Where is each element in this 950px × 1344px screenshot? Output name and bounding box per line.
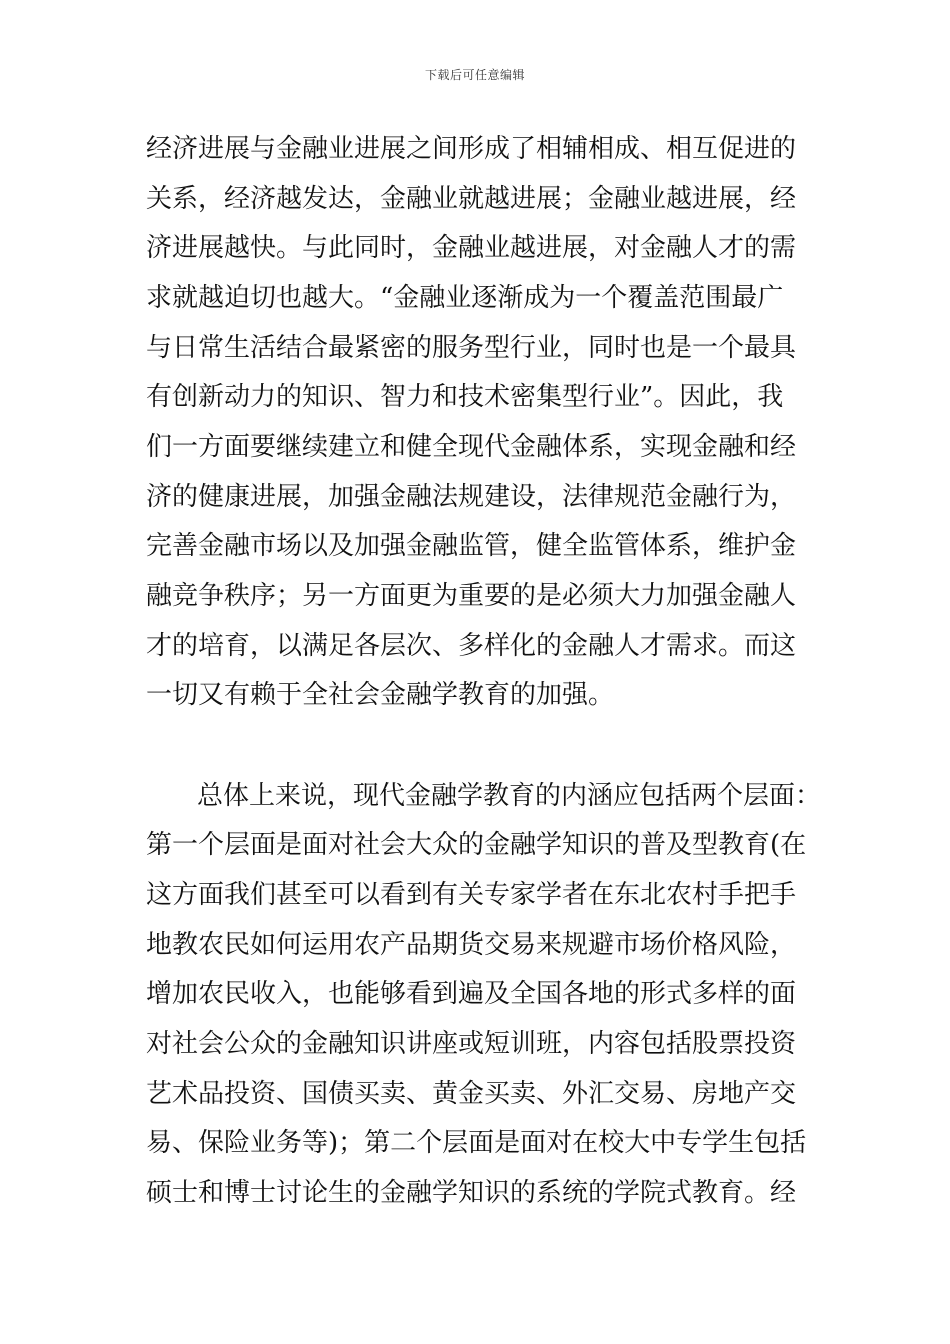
paragraph-1-line-2: 关系，经济越发达，金融业就越进展；金融业越进展，经 (146, 184, 797, 214)
paragraph-1-line-4: 求就越迫切也越大。“金融业逐渐成为一个覆盖范围最广 (146, 283, 784, 313)
paragraph-1-line-3: 济进展越快。与此同时，金融业越进展，对金融人才的需 (146, 233, 797, 263)
paragraph-1-line-12: 一切又有赖于全社会金融学教育的加强。 (146, 680, 615, 710)
paragraph-1-line-5: 与日常生活结合最紧密的服务型行业，同时也是一个最具 (146, 333, 797, 363)
paragraph-2-line-5: 增加农民收入，也能够看到遍及全国各地的形式多样的面 (146, 979, 797, 1009)
paragraph-1-line-7: 们一方面要继续建立和健全现代金融体系，实现金融和经 (146, 432, 797, 462)
paragraph-2-line-4: 地教农民如何运用农产品期货交易来规避市场价格风险， (146, 930, 797, 960)
page-header: 下载后可任意编辑 (424, 68, 525, 82)
paragraph-2-line-6: 对社会公众的金融知识讲座或短训班，内容包括股票投资 (146, 1029, 797, 1059)
paragraph-2-line-9: 硕士和博士讨论生的金融学知识的系统的学院式教育。经 (146, 1178, 797, 1208)
paragraph-1-line-10: 融竞争秩序；另一方面更为重要的是必须大力加强金融人 (146, 581, 797, 611)
paragraph-2-line-7: 艺术品投资、国债买卖、黄金买卖、外汇交易、房地产交 (146, 1079, 797, 1109)
paragraph-1-line-6: 有创新动力的知识、智力和技术密集型行业”。因此，我 (146, 382, 784, 412)
paragraph-2-line-3: 这方面我们甚至可以看到有关专家学者在东北农村手把手 (146, 880, 797, 910)
paragraph-2-line-8: 易、保险业务等)；第二个层面是面对在校大中专学生包括 (146, 1128, 807, 1158)
paragraph-2-line-2: 第一个层面是面对社会大众的金融学知识的普及型教育(在 (146, 830, 807, 860)
paragraph-1-line-11: 才的培育，以满足各层次、多样化的金融人才需求。而这 (146, 631, 797, 661)
paragraph-2-line-1: 总体上来说，现代金融学教育的内涵应包括两个层面： (197, 781, 822, 811)
paragraph-1-line-1: 经济进展与金融业进展之间形成了相辅相成、相互促进的 (146, 134, 797, 164)
paragraph-1-line-9: 完善金融市场以及加强金融监管，健全监管体系，维护金 (146, 531, 797, 561)
paragraph-1-line-8: 济的健康进展，加强金融法规建设，法律规范金融行为， (146, 482, 797, 512)
